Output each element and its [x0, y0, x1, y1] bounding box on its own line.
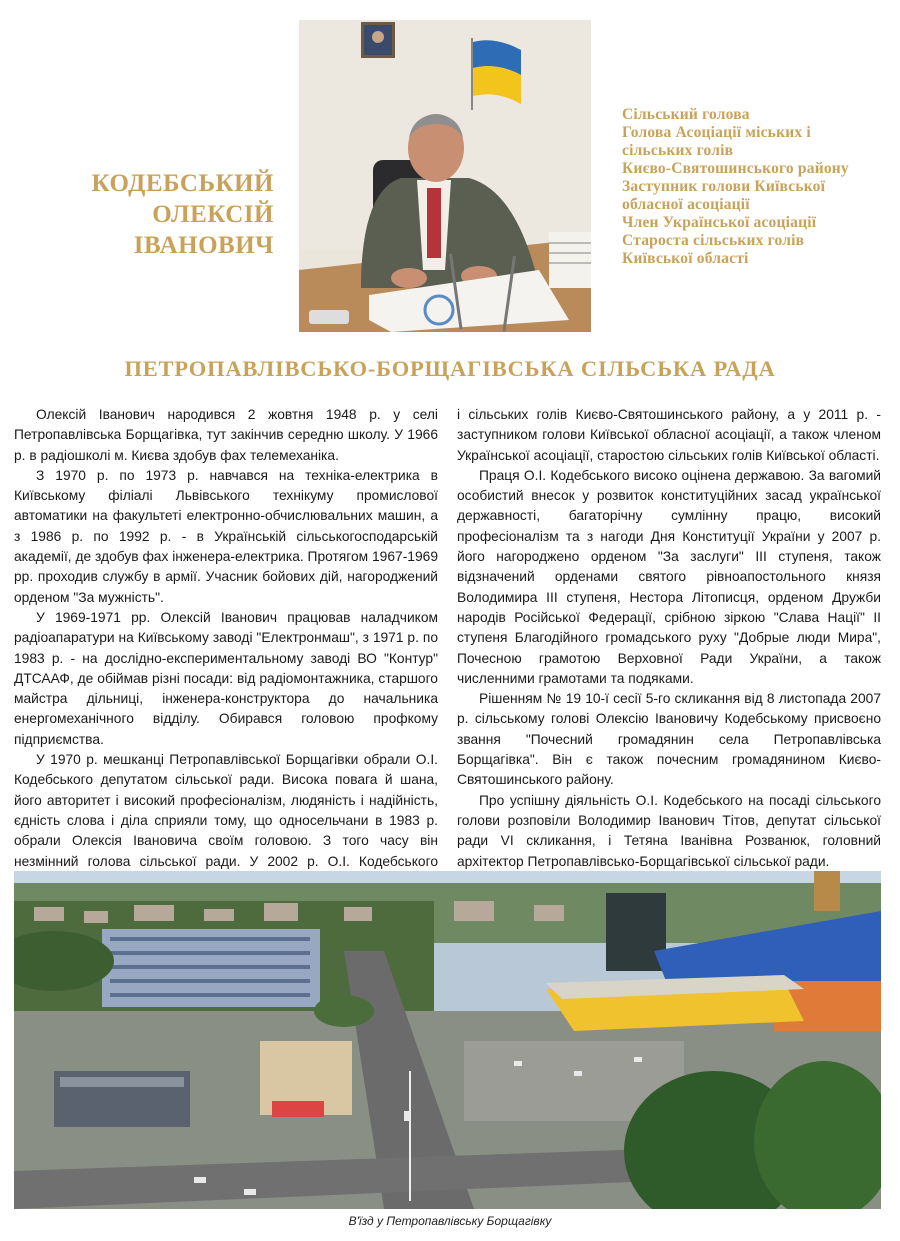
title-line: Києво-Святошинського району: [622, 160, 849, 177]
aerial-photo: [14, 871, 881, 1209]
name-line-first: ОЛЕКСІЙ: [152, 201, 274, 228]
title-line: Староста сільських голів: [622, 232, 805, 249]
paragraph: і сільських голів Києво-Святошинського району, а у 2011 р. - заступником голови Київської обласної асоціації, а також членом Української асоціації, старостою сільських голів Київської області.: [457, 407, 881, 463]
photo-caption: В'їзд у Петропавлівську Борщагівку: [348, 1214, 552, 1228]
title-line: Заступник голови Київської: [622, 178, 826, 195]
person-name: [40, 168, 274, 261]
paragraph: Рішенням № 19 10-ї сесії 5-го скликання від 8 листопада 2007 р. сільському голові Олексію Івановичу Кодебському присвоєно звання "Почесний громадянин села Петропавлівська Борщагівка". Він є також почесним громадянином Києво-Святошинського району.: [457, 691, 881, 788]
left-column: [14, 405, 438, 892]
title-line: Член Української асоціації: [622, 214, 817, 231]
name-line-patronymic: ІВАНОВИЧ: [133, 232, 274, 259]
paragraph: У 1970 р. мешканці Петропавлівської Борщагівки обрали О.І. Кодебського депутатом сільської ради. Висока повага й шана, його авторитет і високий професіоналізм, людяність і надійність, єдність слова і діла сприяли тому, що односельчани в 1983 р. обрали Олексія Івановича своїм головою. З того часу він незмінний голова сільської ради. У 2002 р. О.І. Кодебського: [14, 752, 438, 869]
paragraph: Праця О.І. Кодебського високо оцінена державою. За вагомий особистий внесок у розвиток конституційних засад української державності, багаторічну сумлінну працю, високий професіоналізм та з нагоди Дня Конституції України у 2007 р. його нагороджено орденом "За заслуги" ІІІ ступеня, також відзначений орденами святого рівноапостольного князя Володимира ІІІ ступеня, Нестора Літописця, орденом Дружби народів Російської Федерації, срібною зіркою "Слава Нації" ІІ ступеня Благодійного громадського руху "Добрые люди Мира", Почесною грамотою Верховної Ради України, а також численними грамотами та подяками.: [457, 467, 881, 686]
paragraph: Про успішну діяльність О.І. Кодебського на посаді сільського голови розповіли Володимир Іванович Тітов, депутат сільської ради VI скликання, і Тетяна Іванівна Розванюк, головний архітектор Петропавлівсько-Борщагівської сільської ради.: [457, 792, 881, 869]
title-line: Київської області: [622, 250, 749, 267]
paragraph: З 1970 р. по 1973 р. навчався на техніка-електрика в Київському філіалі Львівського технікуму промислової автоматики на факультеті електронно-обчислювальних машин, а з 1986 р. по 1992 р. - в Українській сільськогосподарській академії, де здобув фах інженера-електрика. Протягом 1967-1969 рр. проходив службу в армії. Учасник бойових дій, нагороджений орденом "За мужність".: [14, 467, 438, 605]
portrait-photo: [299, 20, 591, 332]
right-column: [457, 405, 881, 872]
title-line: сільських голів: [622, 142, 734, 159]
title-line: обласної асоціації: [622, 196, 750, 213]
paragraph: У 1969-1971 рр. Олексій Іванович працював наладчиком радіоапаратури на Київському заводі "Електронмаш", з 1971 р. по 1983 р. - на дослідно-експериментальному заводі ВО "Контур" ДТСААФ, де обіймав різні посади: від радіомонтажника, старшого майстра дільниці, інженера-конструктора до начальника енергомеханічного відділу. Обирався головою профкому підприємства.: [14, 609, 438, 747]
paragraph: Олексій Іванович народився 2 жовтня 1948 р. у селі Петропавлівська Борщагівка, тут закінчив середню школу. У 1966 р. в радіошколі м. Києва здобув фах телемеханіка.: [14, 407, 438, 463]
position-titles: [622, 106, 892, 268]
council-heading: ПЕТРОПАВЛІВСЬКО-БОРЩАГІВСЬКА СІЛЬСЬКА РАДА: [124, 356, 776, 381]
title-line: Голова Асоціації міських і: [622, 124, 811, 141]
name-line-surname: КОДЕБСЬКИЙ: [91, 170, 274, 197]
title-line: Сільський голова: [622, 106, 750, 123]
